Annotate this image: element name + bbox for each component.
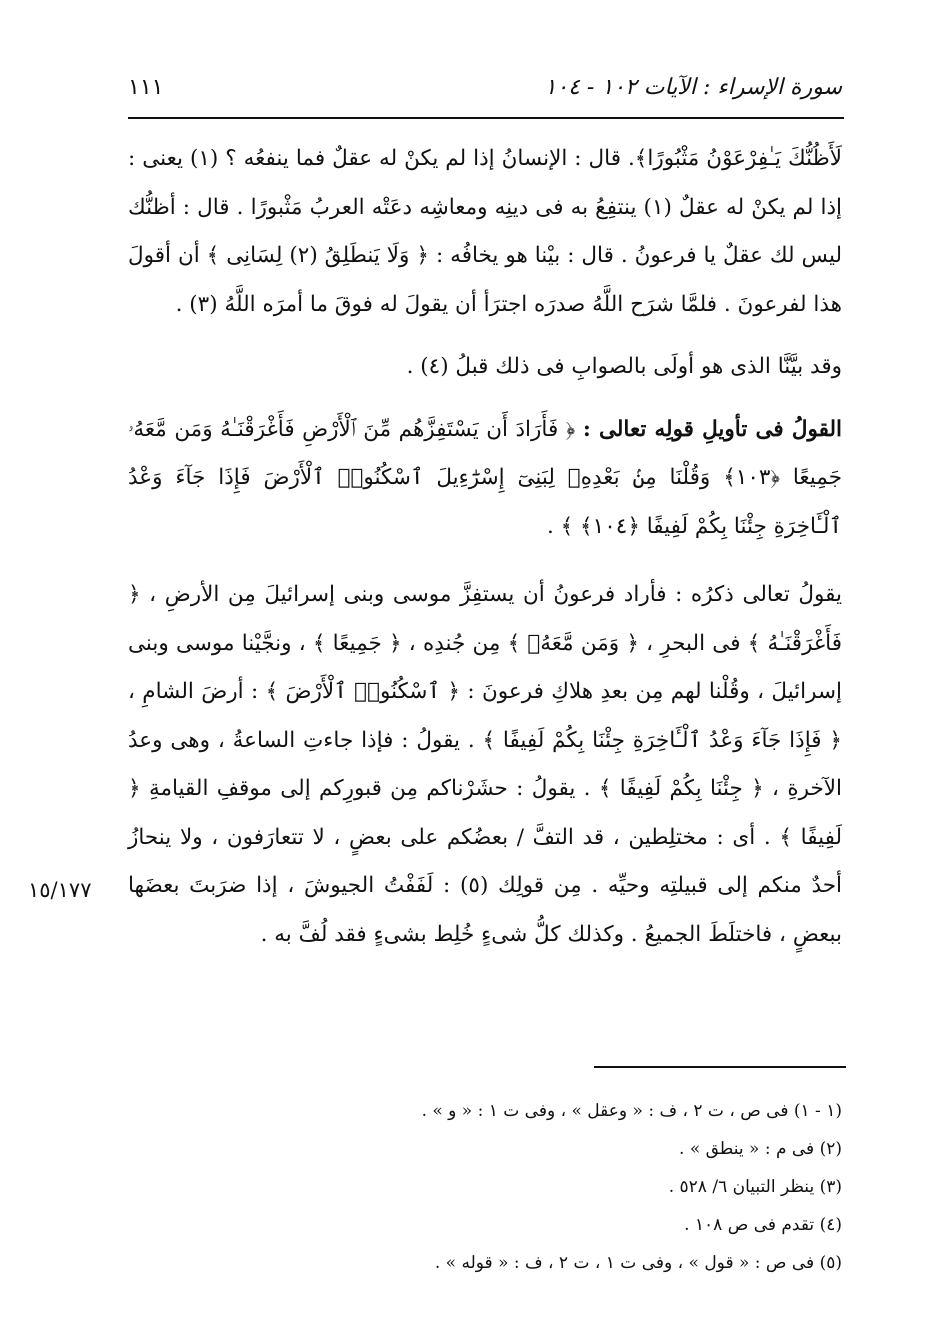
footnote-rule bbox=[594, 1066, 846, 1068]
footnote-3: (٣) ينظر التبيان ٦/ ٥٢٨ . bbox=[668, 1177, 842, 1197]
running-title: سورة الإسراء : الآيات ١٠٢ - ١٠٤ bbox=[544, 74, 842, 100]
main-text bbox=[128, 135, 842, 959]
paragraph-2: وقد بيَّنَّا الذى هو أولَى بالصوابِ فى ذلك قبلُ (٤) . bbox=[406, 354, 842, 379]
margin-reference: ١٥/١٧٧ bbox=[28, 878, 92, 902]
page-header bbox=[128, 62, 842, 112]
footnote-2: (٢) فى م : « ينطق » . bbox=[679, 1139, 842, 1159]
page-number: ١١١ bbox=[128, 74, 164, 100]
footnotes bbox=[128, 1092, 842, 1282]
paragraph-1: لَأَظُنُّكَ يَـٰفِرْعَوْنُ مَثْبُورًا﴾. قال : الإنسانُ إذا لم يكنْ له عقلٌ فما ينفعُه ؟ (١) يعنى : إذا لم يكنْ له عقلٌ (١) ينتفِعُ به فى دينِه ومعاشِه دعَتْه العربُ مَثْبورًا . قال : أظنُّك ليس لك عقلٌ يا فرعونُ . قال : بيْنا هو يخافُه : ﴿ وَلَا يَنطَلِقُ (٢) لِسَانِى ﴾ أن أقولَ هذا لفرعونَ . فلمَّا شرَح اللَّهُ صدرَه اجترَأ أن يقولَ له فوقَ ما أمرَه اللَّهُ (٣) . bbox=[128, 146, 843, 317]
footnote-1: (١ - ١) فى ص ، ت ٢ ، ف : « وعقل » ، وفى ت ١ : « و » . bbox=[421, 1101, 842, 1121]
footnote-4: (٤) تقدم فى ص ١٠٨ . bbox=[684, 1215, 842, 1235]
verse-heading-paragraph bbox=[128, 406, 842, 552]
footnote-5: (٥) فى ص : « قول » ، وفى ت ١ ، ت ٢ ، ف : « قوله » . bbox=[434, 1253, 842, 1273]
header-rule bbox=[128, 117, 844, 119]
verse-text: ﴿ فَأَرَادَ أَن يَسْتَفِزَّهُم مِّنَ ٱلْأَرْضِ فَأَغْرَقْنَـٰهُ وَمَن مَّعَهُۥ جَمِيعًا ﴿١٠٣﴾ وَقُلْنَا مِنۢ بَعْدِهِۦ لِبَنِىٓ إِسْرَٰٓءِيلَ ٱسْكُنُوا۟ ٱلْأَرْضَ فَإِذَا جَآءَ وَعْدُ ٱلْـَٔاخِرَةِ جِئْنَا بِكُمْ لَفِيفًا ﴿١٠٤﴾ ﴾ . bbox=[128, 416, 842, 539]
paragraph-4: يقولُ تعالى ذكرُه : فأراد فرعونُ أن يستفِزَّ موسى وبنى إسرائيلَ مِن الأرضِ ، ﴿ فَأَغْرَقْنَـٰهُ ﴾ فى البحرِ ، ﴿ وَمَن مَّعَهُۥ ﴾ مِن جُندِه ، ﴿ جَمِيعًا ﴾ ، ونجَّيْنا موسى وبنى إسرائيلَ ، وقُلْنا لهم مِن بعدِ هلاكِ فرعونَ : ﴿ ٱسْكُنُوا۟ ٱلْأَرْضَ ﴾ : أرضَ الشامِ ، ﴿ فَإِذَا جَآءَ وَعْدُ ٱلْـَٔاخِرَةِ جِئْنَا بِكُمْ لَفِيفًا ﴾ . يقولُ : فإذا جاءتِ الساعةُ ، وهى وعدُ الآخرةِ ، ﴿ جِئْنَا بِكُمْ لَفِيفًا ﴾ . يقولُ : حشَرْناكم مِن قبورِكم إلى موقفِ القيامةِ ﴿ لَفِيفًا ﴾ . أى : مختلِطين ، قد التفَّ / بعضُكم على بعضٍ ، لا تتعارَفون ، ولا ينحازُ أحدٌ منكم إلى قبيلتِه وحيِّه . مِن قولِك (٥) : لَفَفْتُ الجيوشَ ، إذا ضرَبتَ بعضَها ببعضٍ ، فاختلَطَ الجميعُ . وكذلك كلُّ شىءٍ خُلِط بشىءٍ فقد لُفَّ به . bbox=[128, 582, 842, 947]
verse-heading-label: القولُ فى تأويلِ قولِه تعالى : bbox=[582, 416, 842, 442]
